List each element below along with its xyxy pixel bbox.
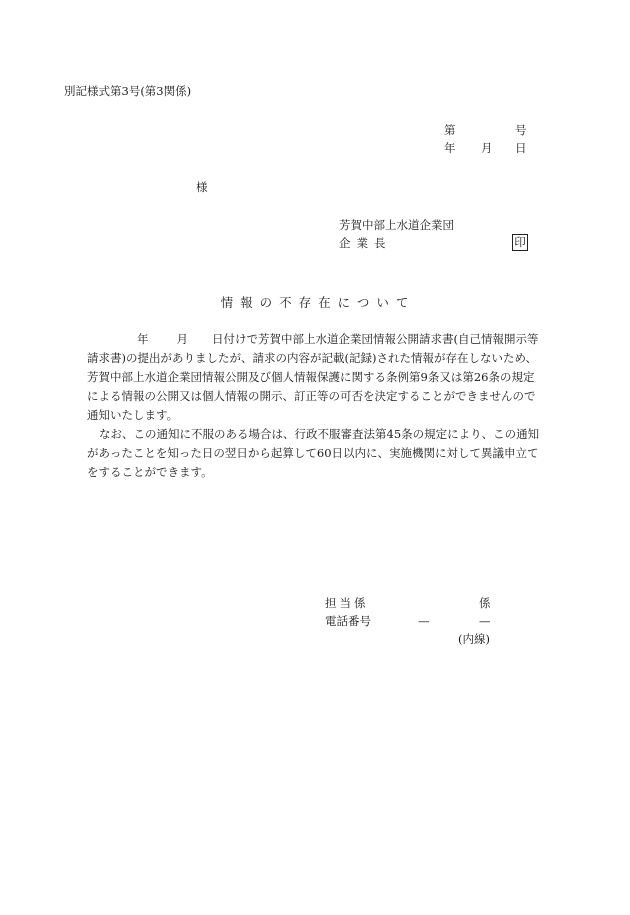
issue-date-day: 日 xyxy=(515,141,527,155)
body-paragraph-1 xyxy=(87,330,557,425)
issuer-org-name: 芳賀中部上水道企業団 xyxy=(339,218,454,232)
phone-dash-2: — xyxy=(479,614,491,628)
body-line-3: 芳賀中部上水道企業団情報公開及び個人情報保護に関する条例第9条又は第26条の規定 xyxy=(87,370,535,384)
body-line-4: による情報の公開又は個人情報の開示、訂正等の可否を決定することができませんので xyxy=(87,389,536,403)
phone-dash-1: — xyxy=(418,614,430,628)
contact-section-suffix: 係 xyxy=(479,596,491,610)
addressee-suffix: 様 xyxy=(196,180,208,194)
seal-stamp-box: 印 xyxy=(512,234,528,251)
issuer-head-title: 企業長 xyxy=(339,236,392,250)
body-line-8: をすることができます。 xyxy=(87,465,213,479)
issue-date-month: 月 xyxy=(481,141,493,155)
document-number-suffix: 号 xyxy=(515,123,527,137)
body-line-1-text: 日付けで芳賀中部上水道企業団情報公開請求書(自己情報開示等 xyxy=(212,332,539,346)
document-number-label: 第 xyxy=(444,123,456,137)
contact-person-label: 担当係 xyxy=(325,596,369,610)
body-line-5: 通知いたします。 xyxy=(87,408,179,422)
body-paragraph-2 xyxy=(87,425,557,482)
body-line-6: なお、この通知に不服のある場合は、行政不服審査法第45条の規定により、この通知 xyxy=(99,427,540,441)
phone-number-label: 電話番号 xyxy=(325,614,371,628)
phone-extension-label: (内線) xyxy=(458,632,490,646)
body-date-year: 年 xyxy=(137,332,149,346)
body-line-2: 請求書)の提出がありましたが、請求の内容が記載(記録)された情報が存在しないため、 xyxy=(87,351,537,365)
body-line-7: があったことを知った日の翌日から起算して60日以内に、実施機関に対して異議申立て xyxy=(87,446,539,460)
document-title: 情報の不存在について xyxy=(220,295,416,310)
form-identifier: 別記様式第3号(第3関係) xyxy=(64,84,192,98)
body-date-month: 月 xyxy=(176,332,188,346)
body-line-1 xyxy=(87,330,557,349)
issue-date-year: 年 xyxy=(444,141,456,155)
